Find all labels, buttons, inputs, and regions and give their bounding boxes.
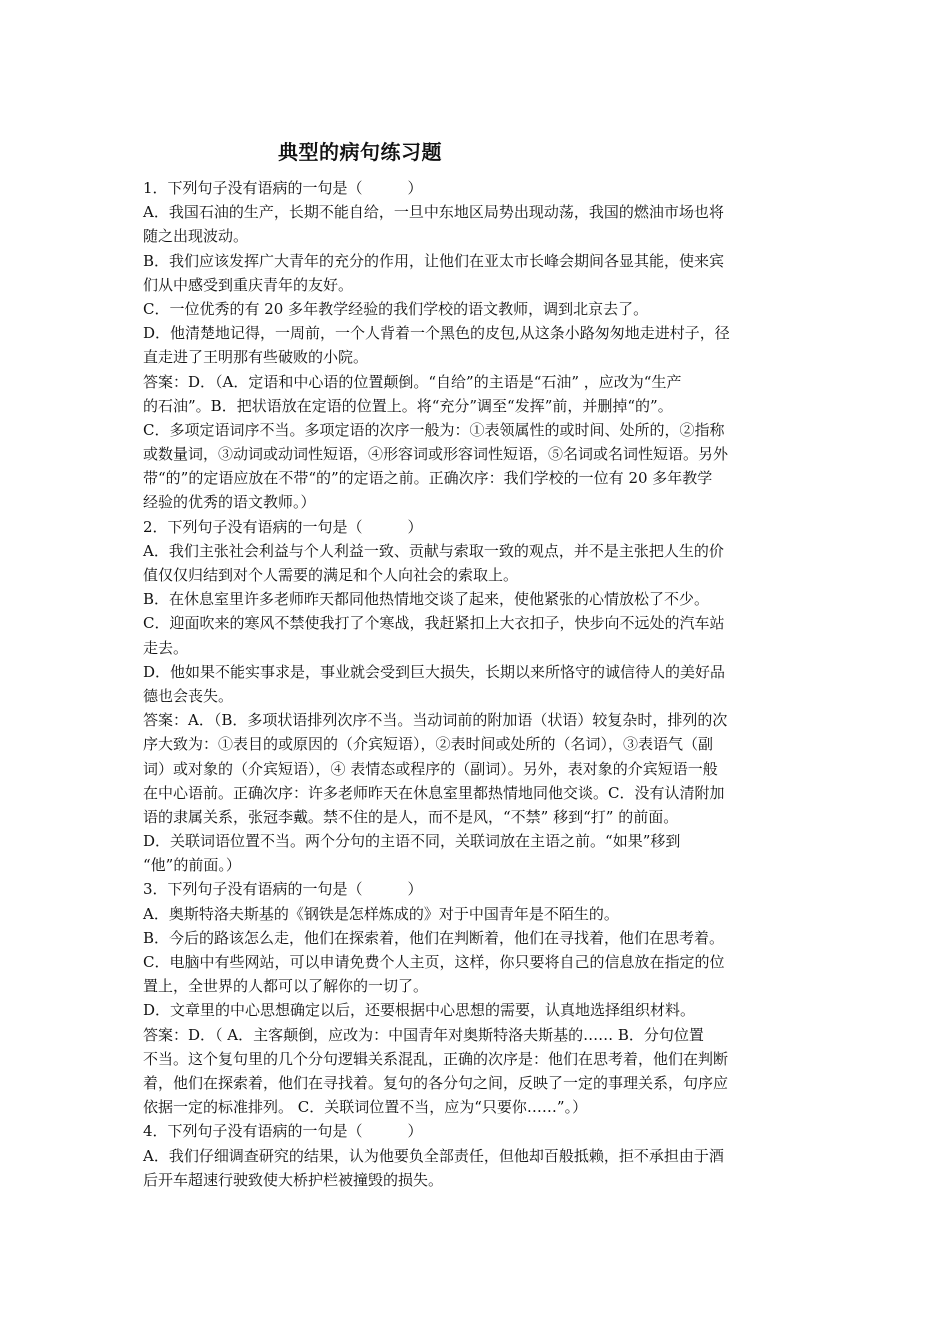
question-2-stem: 2．下列句子没有语病的一句是（ ）: [143, 517, 423, 536]
question-2-answer: 答案：A．（B．多项状语排列次序不当。当动词前的附加语（状语）较复杂时，排列的次: [143, 711, 728, 730]
question-1-option-d-cont: 直走进了王明那有些破败的小院。: [143, 348, 369, 367]
question-2-option-a-cont: 值仅仅归结到对个人需要的满足和个人向社会的索取上。: [143, 566, 519, 584]
question-2-answer-cont: 序大致为：①表目的或原因的（介宾短语），②表时间或处所的（名词），③表语气（副: [143, 735, 714, 754]
question-2-answer-cont: 词）或对象的（介宾短语），④ 表情态或程序的（副词）。另外，表对象的介宾短语一般: [143, 759, 718, 778]
question-2-option-d: D．他如果不能实事求是，事业就会受到巨大损失，长期以来所恪守的诚信待人的美好品: [143, 662, 726, 681]
question-3-option-c: C．电脑中有些网站，可以申请免费个人主页，这样，你只要将自己的信息放在指定的位: [143, 953, 725, 971]
question-3-answer-cont: 着，他们在探索着，他们在寻找着。复句的各分句之间，反映了一定的事理关系，句序应: [143, 1073, 729, 1092]
question-4-option-a-cont: 后开车超速行驶致使大桥护栏被撞毁的损失。: [143, 1170, 444, 1189]
question-2-option-d-cont: 德也会丧失。: [143, 686, 234, 705]
question-1-option-b: B．我们应该发挥广大青年的充分的作用，让他们在亚太市长峰会期间各显其能，使来宾: [143, 251, 725, 270]
question-3-answer: 答案：D．（ A．主客颠倒，应改为：中国青年对奥斯特洛夫斯基的…… B．分句位置: [143, 1025, 704, 1044]
question-1-answer-cont: 带“的”的定语应放在不带“的”的定语之前。正确次序：我们学校的一位有 20 多年教学: [143, 469, 713, 488]
question-1-option-b-cont: 们从中感受到重庆青年的友好。: [143, 275, 354, 294]
question-2-answer-cont: D．关联词语位置不当。两个分句的主语不同，关联词放在主语之前。“如果”移到: [143, 832, 681, 851]
question-2-answer-cont: “他”的前面。）: [143, 856, 241, 875]
question-1-answer-cont: C．多项定语词序不当。多项定语的次序一般为：①表领属性的或时间、处所的，②指称: [143, 420, 725, 439]
question-1-option-a: A．我国石油的生产，长期不能自给，一旦中东地区局势出现动荡，我国的燃油市场也将: [143, 203, 724, 222]
question-1-option-d: D．他清楚地记得，一周前，一个人背着一个黑色的皮包,从这条小路匆匆地走进村子，径: [143, 324, 730, 343]
question-2-answer-cont: 语的隶属关系，张冠李戴。禁不住的是人，而不是风，“不禁” 移到“打” 的前面。: [143, 807, 679, 826]
question-2-answer-cont: 在中心语前。正确次序：许多老师昨天在休息室里都热情地同他交谈。C．没有认清附加: [143, 783, 725, 802]
question-1-answer-cont: 经验的优秀的语文教师。）: [143, 493, 316, 512]
question-1-option-a-cont: 随之出现波动。: [143, 227, 249, 246]
question-3-option-c-cont: 置上，全世界的人都可以了解你的一切了。: [143, 977, 429, 996]
question-4-stem: 4．下列句子没有语病的一句是（ ）: [143, 1122, 423, 1141]
question-3-stem: 3．下列句子没有语病的一句是（ ）: [143, 880, 423, 899]
question-2-option-c-cont: 走去。: [143, 638, 189, 657]
question-1-stem: 1．下列句子没有语病的一句是（ ）: [143, 179, 423, 197]
question-1-answer: 答案：D．（A．定语和中心语的位置颠倒。“自给”的主语是“石油” ，应改为“生产: [143, 372, 682, 391]
question-3-option-d: D．文章里的中心思想确定以后，还要根据中心思想的需要，认真地选择组织材料。: [143, 1001, 696, 1020]
question-1-answer-cont: 的石油”。B．把状语放在定语的位置上。将“充分”调至“发挥”前，并删掉“的”。: [143, 396, 673, 415]
document-body: [143, 176, 813, 1192]
question-1-option-c: C．一位优秀的有 20 多年教学经验的我们学校的语文教师，调到北京去了。: [143, 299, 649, 318]
question-3-answer-cont: 依据一定的标准排列。 C．关联词位置不当，应为“只要你……”。）: [143, 1098, 588, 1117]
question-2-option-b: B．在休息室里许多老师昨天都同他热情地交谈了起来，使他紧张的心情放松了不少。: [143, 590, 710, 609]
question-2-option-a: A．我们主张社会利益与个人利益一致、贡献与索取一致的观点，并不是主张把人生的价: [143, 541, 724, 560]
question-4-option-a: A．我们仔细调查研究的结果，认为他要负全部责任，但他却百般抵赖，拒不承担由于酒: [143, 1146, 724, 1165]
question-3-option-a: A．奥斯特洛夫斯基的《钢铁是怎样炼成的》对于中国青年是不陌生的。: [143, 904, 619, 923]
document-title: 典型的病句练习题: [278, 140, 442, 164]
question-3-answer-cont: 不当。这个复句里的几个分句逻辑关系混乱，正确的次序是：他们在思考着，他们在判断: [143, 1049, 729, 1068]
question-2-option-c: C．迎面吹来的寒风不禁使我打了个寒战，我赶紧扣上大衣扣子，快步向不远处的汽车站: [143, 614, 725, 633]
question-3-option-b: B．今后的路该怎么走，他们在探索着，他们在判断着，他们在寻找着，他们在思考着。: [143, 928, 725, 947]
question-1-answer-cont: 或数量词，③动词或动词性短语，④形容词或形容词性短语，⑤名词或名词性短语。另外: [143, 445, 729, 464]
